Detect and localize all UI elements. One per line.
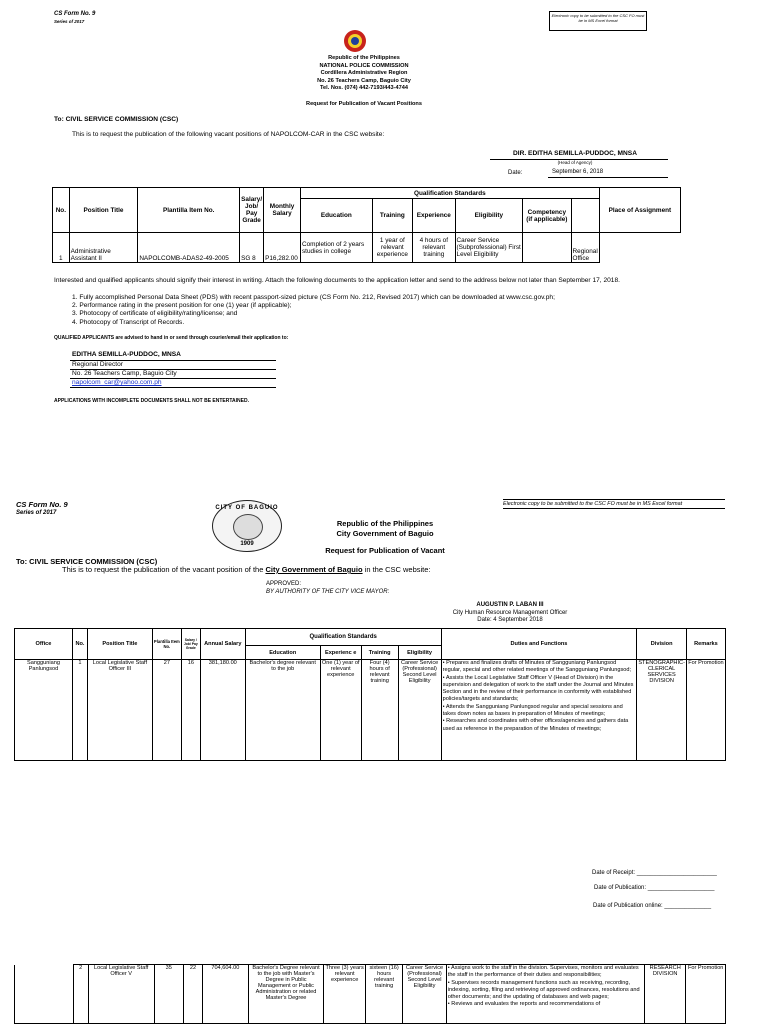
th-eligibility: Eligibility bbox=[455, 199, 523, 233]
cell-no: 1 bbox=[72, 660, 87, 761]
form1-interested: Interested and qualified applicants should signify their interest in writing. Attach the following documents to the application letter and send to the address below not later than September 17, 2018. bbox=[54, 277, 620, 284]
authority-label: BY AUTHORITY OF THE CITY VICE MAYOR: bbox=[266, 589, 390, 595]
contact-name: EDITHA SEMILLA-PUDDOC, MNSA bbox=[72, 351, 181, 358]
form1-head-name: DIR. EDITHA SEMILLA-PUDDOC, MNSA bbox=[513, 150, 637, 157]
baguio-seal-icon bbox=[212, 500, 282, 552]
intro-text: This is to request the publication of the vacant position of the bbox=[62, 565, 266, 574]
cell-salary: P16,282.00 bbox=[264, 233, 301, 263]
date-receipt-label: Date of Receipt: ________________________ bbox=[592, 870, 717, 876]
form1-date-label: Date: bbox=[508, 170, 523, 176]
cell-grade: SG 8 bbox=[240, 233, 264, 263]
th-grade: Salary/ Job/ Pay Grade bbox=[240, 188, 264, 233]
cell-eligibility: Career Service (Professional) Second Level Eligibility bbox=[398, 660, 441, 761]
th-position: Position Title bbox=[87, 629, 152, 660]
form2-series: Series of 2017 bbox=[16, 510, 57, 516]
th-plantilla: Plantilla Item No. bbox=[152, 629, 181, 660]
cell-education: Completion of 2 years studies in college bbox=[300, 233, 372, 263]
form1-intro: This is to request the publication of the following vacant positions of NAPOLCOM-CAR in the CSC website: bbox=[72, 131, 385, 138]
th-experience: Experience bbox=[413, 199, 456, 233]
form1-form-no: CS Form No. 9 bbox=[54, 11, 96, 17]
cell-plantilla: NAPOLCOMB-ADAS2-49-2005 bbox=[138, 233, 240, 263]
th-eligibility: Eligibility bbox=[398, 646, 441, 660]
cell-remarks: For Promotion bbox=[686, 965, 726, 1024]
cell-place: Regional Office bbox=[571, 233, 599, 263]
th-division: Division bbox=[637, 629, 687, 660]
duty-item: • Supervises records management functions such as receiving, recording, indexing, sorting, filing and retrieving of approved ordinances, resolutions and other documents; and the updating of databases and web pages; bbox=[447, 979, 640, 1001]
cell-grade: 16 bbox=[181, 660, 200, 761]
form2-table bbox=[14, 628, 726, 761]
list-item: 3. Photocopy of certificate of eligibility/rating/license; and bbox=[72, 310, 238, 318]
th-grade: Salary / Job/ Pay Grade bbox=[181, 629, 200, 660]
officer-date: Date: 4 September 2018 bbox=[477, 617, 543, 623]
cell-experience: One (1) year of relevant experience bbox=[320, 660, 361, 761]
cell-division: STENOGRAPHIC-CLERICAL SERVICES DIVISION bbox=[637, 660, 687, 761]
th-training: Training bbox=[361, 646, 398, 660]
cell-duties bbox=[441, 660, 637, 761]
list-item: 2. Performance rating in the present position for one (1) year (if applicable); bbox=[72, 302, 292, 310]
form2-header bbox=[290, 519, 480, 539]
contact-title: Regional Director bbox=[72, 361, 123, 368]
date-publication-online-label: Date of Publication online: ______________ bbox=[593, 903, 712, 909]
cell-office: Sangguniang Panlungsod bbox=[15, 660, 73, 761]
th-education: Education bbox=[300, 199, 372, 233]
cell-position: Local Legislative Staff Officer III bbox=[87, 660, 152, 761]
header-line: Republic of the Philippines bbox=[336, 519, 434, 528]
th-position: Position Title bbox=[69, 188, 138, 233]
seal-text: CITY OF BAGUIO bbox=[215, 505, 279, 511]
duty-item: • Prepares and finalizes drafts of Minutes of Sangguniang Panlungsod regular, special and other related meetings of the Sangguniang Panlungsod; bbox=[442, 660, 632, 674]
th-duties: Duties and Functions bbox=[441, 629, 637, 660]
th-no: No. bbox=[53, 188, 70, 233]
table-row bbox=[15, 660, 726, 761]
th-place: Place of Assignment bbox=[599, 188, 680, 233]
header-line: Tel. Nos. (074) 442-7193/443-4744 bbox=[320, 85, 408, 91]
th-office: Office bbox=[15, 629, 73, 660]
contact-email-link[interactable]: napolcom_car@yahoo.com.ph bbox=[72, 379, 162, 386]
cell-plantilla: 27 bbox=[152, 660, 181, 761]
cell-education: Bachelor's degree relevant to the job bbox=[245, 660, 320, 761]
th-qualification-standards: Qualification Standards bbox=[300, 188, 599, 199]
form1-head-title: (Head of Agency) bbox=[557, 160, 593, 165]
cell-experience: Three (3) years relevant experience bbox=[324, 965, 365, 1024]
form1-table bbox=[52, 187, 681, 263]
header-line: Republic of the Philippines bbox=[328, 55, 400, 61]
form2-intro bbox=[62, 565, 431, 574]
form2-to: To: CIVIL SERVICE COMMISSION (CSC) bbox=[16, 557, 158, 566]
form2-form-no: CS Form No. 9 bbox=[16, 500, 68, 509]
contact-address: No. 26 Teachers Camp, Baguio City bbox=[72, 370, 177, 377]
th-salary: Monthly Salary bbox=[264, 188, 301, 233]
cell-salary: 704,604.00 bbox=[203, 965, 249, 1024]
form1-qualified: QUALIFIED APPLICANTS are advised to hand in or send through courier/email their application to: bbox=[54, 335, 289, 341]
date-publication-label: Date of Publication: ____________________ bbox=[594, 885, 715, 891]
duty-item: • Assigns work to the staff in the division. Supervises, monitors and evaluates the staff in the performance of their duties and responsibilities; bbox=[447, 965, 639, 979]
header-line: Cordillera Administrative Region bbox=[320, 70, 408, 76]
th-education: Education bbox=[245, 646, 320, 660]
cell-duties bbox=[446, 965, 644, 1024]
header-line: NATIONAL POLICE COMMISSION bbox=[319, 62, 409, 69]
cell-training: sixteen (16) hours relevant training bbox=[365, 965, 402, 1024]
duty-item: • Reviews and evaluates the reports and recommendations of bbox=[447, 1001, 601, 1008]
cell-division: RESEARCH DIVISION bbox=[644, 965, 685, 1024]
approved-label: APPROVED: bbox=[266, 581, 302, 587]
seal-year: 1909 bbox=[240, 541, 254, 547]
table-row bbox=[15, 965, 726, 1024]
officer-name: AUGUSTIN P. LABAN III bbox=[476, 602, 544, 608]
form2-title: Request for Publication of Vacant bbox=[325, 546, 445, 555]
th-qualification-standards: Qualification Standards bbox=[245, 629, 441, 646]
cell-experience: 4 hours of relevant training bbox=[413, 233, 456, 263]
form1-date-value: September 6, 2018 bbox=[552, 169, 604, 175]
cell-plantilla: 35 bbox=[154, 965, 183, 1024]
duty-item: • Assists the Local Legislative Staff Officer V (Head of Division) in the supervision and delegation of work to the staff under the Journal and Minutes Section and in the review of their performance in conformity with established policies/targets and standards; bbox=[442, 674, 634, 703]
cell-no: 1 bbox=[53, 233, 70, 263]
cell-training: 1 year of relevant experience bbox=[372, 233, 412, 263]
cell-position: Administrative Assistant II bbox=[69, 233, 138, 263]
requirements-list bbox=[72, 294, 555, 327]
th-competency: Competency (if applicable) bbox=[523, 199, 571, 233]
officer-block bbox=[400, 602, 620, 625]
form2-table-continued bbox=[14, 964, 726, 1024]
intro-org: City Government of Baguio bbox=[265, 565, 363, 574]
intro-text: in the CSC website: bbox=[362, 565, 431, 574]
form1-warning: APPLICATIONS WITH INCOMPLETE DOCUMENTS SHALL NOT BE ENTERTAINED. bbox=[54, 398, 249, 404]
cell-salary: 381,180.00 bbox=[200, 660, 245, 761]
table-row bbox=[53, 233, 681, 263]
th-remarks: Remarks bbox=[686, 629, 725, 660]
cell-eligibility: Career Service (Professional) Second Level Eligibility bbox=[403, 965, 446, 1024]
cell-education: Bachelor's Degree relevant to the job with Master's Degree in Public Management or Public Administration or related Master's Degree bbox=[248, 965, 324, 1024]
cell-eligibility: Career Service (Subprofessional) First Level Eligibility bbox=[455, 233, 523, 263]
list-item: 1. Fully accomplished Personal Data Sheet (PDS) with recent passport-sized picture (CS Form No. 212, Revised 2017) which can be downloaded at www.csc.gov.ph; bbox=[72, 294, 555, 301]
cell-competency bbox=[523, 233, 571, 263]
th-no: No. bbox=[72, 629, 87, 660]
cell-no: 2 bbox=[73, 965, 88, 1024]
duty-item: • Researches and coordinates with other offices/agencies and gathers data used as reference in the preparation of the Minutes of meetings; bbox=[442, 718, 629, 732]
th-training: Training bbox=[372, 199, 412, 233]
header-line: No. 26 Teachers Camp, Baguio City bbox=[317, 77, 411, 84]
form1-to: To: CIVIL SERVICE COMMISSION (CSC) bbox=[54, 116, 179, 123]
duty-item: • Attends the Sangguniang Panlungsod regular and special sessions and takes down notes as bases in preparation of Minutes of meetings; bbox=[442, 703, 623, 718]
form1-series: Series of 2017 bbox=[54, 19, 85, 24]
cell-training: Four (4) hours of relevant training bbox=[361, 660, 398, 761]
list-item: 4. Photocopy of Transcript of Records. bbox=[72, 318, 185, 326]
form1-title: Request for Publication of Vacant Positions bbox=[306, 101, 422, 107]
form1-header bbox=[264, 55, 464, 93]
th-experience: Experienc e bbox=[320, 646, 361, 660]
th-plantilla: Plantilla Item No. bbox=[138, 188, 240, 233]
cell-remarks: For Promotion bbox=[686, 660, 725, 761]
cell-position: Local Legislative Staff Officer V bbox=[88, 965, 154, 1024]
th-salary: Annual Salary bbox=[200, 629, 245, 660]
napolcom-seal-icon bbox=[344, 30, 366, 52]
cell-grade: 22 bbox=[183, 965, 202, 1024]
officer-title: City Human Resource Management Officer bbox=[452, 609, 568, 616]
form2-note: Electronic copy to be submitted to the CSC FO must be in MS Excel format bbox=[503, 499, 725, 509]
form1-note: Electronic copy to be submitted to the CSC FO must be in MS Excel format bbox=[549, 11, 647, 31]
header-line: City Government of Baguio bbox=[336, 529, 434, 538]
